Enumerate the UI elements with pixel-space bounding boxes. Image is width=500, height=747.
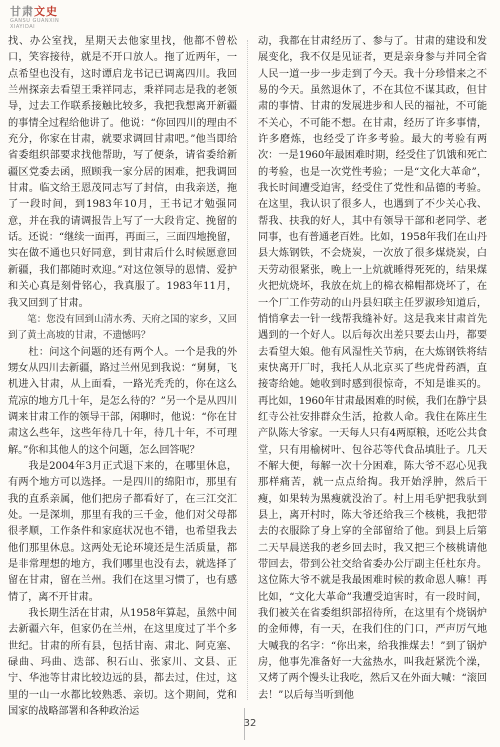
page-number: 32 (243, 718, 257, 729)
body-paragraph: 找、办公室找，星期天去他家里找，他都不曾松口，笑容接待，就是不开口放人。拖了近两年，一点希望也没有，这时谭启龙书记已调离四川。我回兰州探亲去看望王秉祥同志，秉祥同志是我的老领导，过去工作联系接触比较多，我把我想离开新疆的事情全过程给他讲了。他说：“你回四川的理由不充分，你家在甘肃，就要求调回甘肃吧。”他当即给省委组织部要求找他帮助，写了便条，请省委给新疆区党委去函，照顾我一家分居的困难，把我调回甘肃。临文给王恩茂同志写了封信，由我亲送，拖了一段时间，到1983年10月，王书记才勉强同意，并在我的请调报告上写了一大段肯定、挽留的话。还说：“继续一面再，再面三，三面四地挽留，实在做不通也只好同意，到甘肃后什么时候愿意回新疆，我们都随时欢迎。”对这位领导的恩情、爱护和关心真是刻骨铭心，我真服了。1983年11月，我又回到了甘肃。 (8, 36, 237, 309)
body-paragraph: 我长期生活在甘肃，从1958年算起，虽然中间去新疆六年，但家仍在兰州，在这里度过了半个多世纪。甘肃的所有县，包括甘南、肃北、阿克塞、碌曲、玛曲、迭部、积石山、张家川、文县、正宁、华池等甘肃比较边远的县，都去过，住过，这里的一山一水都比较熟悉、亲切。这个期间，党和国家的战略部署和各种政治运 (8, 608, 237, 718)
masthead-title-accent: 文史 (34, 5, 58, 18)
body-paragraph: 动，我都在甘肃经历了、参与了。甘肃的建设和发展变化，我不仅是见证者，更是亲身参与并同全省人民一道一步一步走到了今天。我十分珍惜来之不易的今天。虽然退休了，不在其位不谋其政，但甘肃的事情、甘肃的发展进步和人民的福祉，不可能不关心，不可能不想。在甘肃，经历了许多事情，许多磨炼，也经受了许多考验。最大的考验有两次：一是1960年最困难时期，经受住了饥饿和死亡的考验，也是一次党性考验；一是“文化大革命”，我长时间遭受迫害，经受住了党性和品德的考验。在这里，我认识了很多人，也遇到了不少关心我、帮我、扶我的好人，其中有领导干部和老同学、老同事，也有普通老百姓。比如，1958年我们在山丹县大炼钢铁，不会烧炭，一次放了很多煤烧炭，白天劳动很紧张，晚上一上炕就睡得死死的，结果煤火把炕烧坏，我放在炕上的棉衣棉帽都烧坏了，在一个厂工作劳动的山丹县妇联主任罗淑珍知道后，悄悄拿去一针一线帮我缝补好。这是我来甘肃首先遇到的一个好人。以后每次出差只要去山丹，都要去看望大娘。他有风湿性关节病，在大炼钢铁将结束快离开厂时，我托人从北京买了些虎骨药酒，直接寄给她。她收到时感到很惊奇，不知是谁买的。再比如，1960年甘肃最困难的时候，我们在静宁县红寺公社安排群众生活，抢救人命。我住在陈庄生产队陈大爷家。一天每人只有4两原粮，还吃公共食堂，只有用榆树叶、包谷芯等代食品填肚子。几天不解大便，每解一次十分困难，陈大爷不忍心见我那样痛苦，就一点点给掏。我开始浮肿，然后干瘦，如果转为黑瘦就没治了。村上用毛驴把我驮到县上，离开村时，陈大爷还给我三个核桃，我把带去的衣服除了身上穿的全部留给了他。到县上后第二天早晨送我的老乡回去时，我又把三个核桃请他带回去，带到公社交给省委办公厅副主任杜东舟。这位陈大爷不就是我最困难时候的救命恩人嘛！再比如，“文化大革命”我遭受迫害时，有一段时间，我们被关在省委组织部招待所，在这里有个烧锅炉的金师傅，有一天，在我们住的门口，严声厉气地大喊我的名字：“你出来，给我推煤去！”到了锅炉房，他事先准备好一大盆热水，叫我赶紧洗个澡，又烤了两个馒头让我吃，然后又在外面大喊：“滚回去！”以后每当听到他 (258, 36, 487, 701)
masthead-title-main: 甘肃 (10, 5, 34, 18)
masthead-subtitle-2: XIAYIDAI (10, 24, 36, 30)
interview-question: 笔：您没有回到山清水秀、天府之国的家乡，又回到了黄土高坡的甘肃，不遗憾吗？ (8, 313, 237, 342)
right-text-column (258, 34, 487, 702)
left-text-column (8, 34, 237, 718)
body-paragraph: 杜：问这个问题的还有两个人。一个是我的外甥女从四川去新疆，路过兰州见到我说：“舅舅，飞机进入甘肃，从上面看，一路光秃秃的，你在这么荒凉的地方几十年，是怎么待的？”另一个是从四川调来甘肃工作的领导干部，闲聊时，他说：“你在甘肃这么些年，这些年待几十年，待几十年，不可理解。”你和其他人的这个问题，怎么回答呢？ (8, 346, 237, 456)
magazine-masthead-logo (10, 6, 105, 30)
masthead-subtitle-1: GANSU GUANXIN (10, 18, 60, 24)
column-divider (247, 40, 248, 700)
masthead-title (10, 6, 105, 18)
body-paragraph: 我是2004年3月正式退下来的，在哪里休息，有两个地方可以选择。一是四川的绵阳市，那里有我的直系亲属，他们把房子都看好了，在三江交汇处。一是深圳，那里有我的三千金，他们对父母都很孝顺，工作条件和家庭状况也不错，也希望我去他们那里休息。这两处无论环境还是生活质量，都是非常理想的地方，我们哪里也没有去，就选择了留在甘肃，留在兰州。我们在这里习惯了，也有感情了，离不开甘肃。 (8, 460, 237, 603)
